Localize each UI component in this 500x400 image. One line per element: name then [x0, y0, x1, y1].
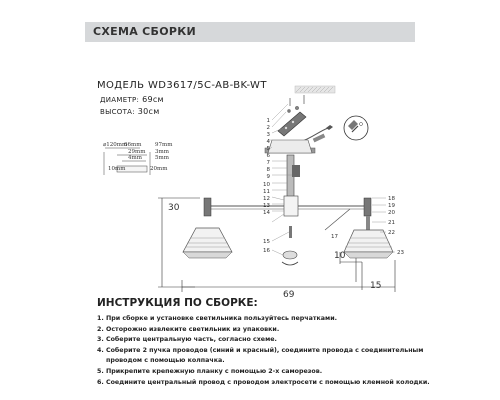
lamp-right: [344, 198, 393, 258]
part-10: 10: [263, 182, 270, 188]
part-18: 18: [388, 196, 395, 202]
part-9: 9: [266, 174, 270, 180]
base-w4-label: 3mm: [155, 149, 169, 155]
part-7: 7: [266, 160, 270, 166]
detail-circle: [344, 116, 368, 140]
lamp-left: [183, 198, 232, 258]
instruction-step-5: 5. Прикрепите крепежную планку с помощью 2-х саморезов.: [97, 367, 323, 375]
dim-shade-height: 10: [334, 251, 346, 261]
part-4: 4: [266, 139, 270, 145]
part-20: 20: [388, 210, 395, 216]
part-12: 12: [263, 196, 270, 202]
part-13: 13: [263, 203, 270, 209]
base-w7-label: 4mm: [128, 155, 142, 161]
diameter-label: ДИАМЕТР:: [100, 96, 140, 104]
part-2: 2: [266, 125, 270, 131]
base-w1-label: 66mm: [124, 142, 142, 148]
base-w5-label: 10mm: [108, 166, 126, 172]
part-22: 22: [388, 230, 395, 236]
dim-total-width: 69: [283, 290, 295, 300]
instructions-list: [97, 314, 430, 388]
part-3: 3: [266, 132, 270, 138]
part-5: 5: [266, 146, 270, 152]
ceiling-hatch: [295, 86, 335, 93]
part-6: 6: [266, 153, 270, 159]
instruction-step-2: 2. Осторожно извлеките светильник из упаковки.: [97, 325, 280, 333]
dim-shade-width: 15: [370, 281, 382, 291]
part-8: 8: [266, 167, 270, 173]
part-17: 17: [331, 234, 338, 240]
height-value: 30см: [137, 107, 160, 116]
part-23: 23: [397, 250, 404, 256]
dim-height: 30: [168, 203, 180, 213]
canopy: [265, 140, 315, 153]
instructions-title: ИНСТРУКЦИЯ ПО СБОРКЕ:: [97, 297, 258, 309]
base-w6-label: 20mm: [150, 166, 168, 172]
instruction-step-1: 1. При сборке и установке светильника пользуйтесь перчатками.: [97, 315, 338, 322]
part-1: 1: [266, 118, 270, 124]
mounting-plate: [278, 112, 306, 136]
base-w3-label: 97mm: [155, 142, 173, 148]
part-19: 19: [388, 203, 395, 209]
central-stem: [282, 155, 300, 265]
diameter-value: 69см: [142, 95, 164, 104]
part-16: 16: [263, 248, 270, 254]
base-dia-label: ⌀120mm: [103, 142, 128, 148]
part-21: 21: [388, 220, 395, 226]
page-title: СХЕМА СБОРКИ: [93, 25, 197, 38]
base-w2-label: 29mm: [128, 149, 146, 155]
part-15: 15: [263, 239, 270, 245]
instruction-step-4-cont: проводом с помощью колпачка.: [106, 357, 225, 365]
base-w8-label: 5mm: [155, 155, 169, 161]
screws: [288, 95, 304, 112]
instruction-step-4: 4. Соберите 2 пучка проводов (синий и красный), соедините провода с соединительным: [97, 346, 424, 354]
part-11: 11: [263, 189, 270, 195]
instruction-step-6: 6. Соедините центральный провод с проводом электросети с помощью клемной колодки.: [97, 378, 430, 386]
part-14: 14: [263, 210, 270, 216]
model-label: МОДЕЛЬ WD3617/5C-AB-BK-WT: [97, 80, 267, 91]
height-label: ВЫСОТА:: [100, 108, 135, 116]
instruction-step-3: 3. Соберите центральную часть, согласно схеме.: [97, 336, 277, 344]
